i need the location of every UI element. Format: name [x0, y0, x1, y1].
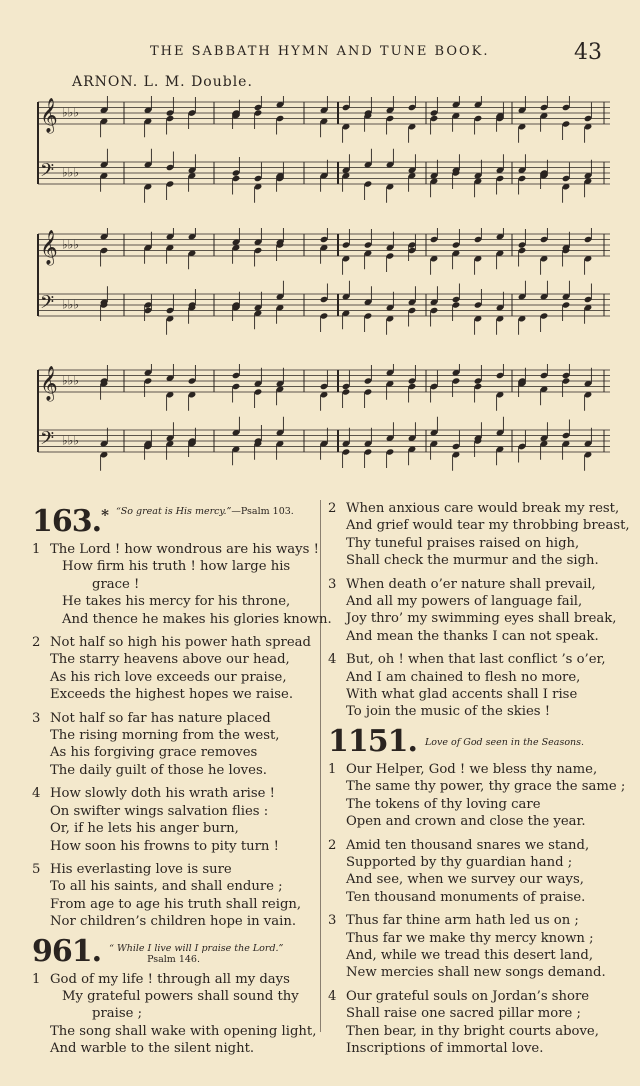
stanza-line: Nor children’s children hope in vain. [50, 914, 297, 930]
music-score-1 [34, 96, 614, 206]
stanza [328, 837, 618, 907]
stanza-line: And thence he makes his glories known. [62, 611, 332, 627]
stanza-line: Thy tuneful praises raised on high, [346, 535, 580, 551]
stanza-line: grace ! [92, 576, 140, 592]
stanza-line: 1 The Lord ! how wondrous are his ways ! [32, 542, 319, 557]
right-column [328, 500, 630, 1063]
stanza [328, 988, 618, 1058]
stanza-line: And all my powers of language fail, [346, 594, 583, 610]
stanza-line: Shall check the murmur and the sigh. [346, 553, 599, 569]
key-signature-icon: ♭♭♭ [62, 237, 79, 252]
stanza [32, 634, 316, 704]
hymn-number: 163.* [32, 504, 108, 539]
treble-clef-icon: 𝄞 [40, 366, 58, 402]
running-head: THE SABBATH HYMN AND TUNE BOOK. [150, 44, 490, 59]
stanza-line: 1 Our Helper, God ! we bless thy name, [328, 761, 598, 777]
stanza [328, 576, 618, 646]
stanza-line: And, while we tread this desert land, [346, 947, 594, 963]
key-signature-icon: ♭♭♭ [62, 165, 79, 180]
bass-clef-icon: 𝄢 [40, 160, 55, 186]
stanza-line: And see, when we survey our ways, [346, 872, 584, 888]
hymn-163-heading [32, 500, 316, 537]
stanza [32, 541, 332, 628]
music-score-3 [34, 364, 614, 474]
stanza [32, 710, 316, 780]
hymn-961-heading [32, 933, 316, 969]
stanza-line: He takes his mercy for his throne, [62, 594, 291, 610]
hymn-number: 1151. [328, 723, 417, 759]
stanza [328, 761, 626, 831]
stanza-line: As his rich love exceeds our praise, [50, 669, 287, 685]
stanza-line: The rising morning from the west, [50, 728, 280, 744]
stanza-line: And I am chained to flesh no more, [346, 669, 581, 685]
key-signature-icon: ♭♭♭ [62, 373, 79, 388]
stanza-line: 2 When anxious care would break my rest, [328, 501, 620, 516]
stanza-line: Shall raise one sacred pillar more ; [346, 1006, 581, 1022]
key-signature-icon: ♭♭♭ [62, 433, 79, 448]
stanza-line: 2 Not half so high his power hath spread [32, 635, 311, 651]
stanza-line: And grief would tear my throbbing breast, [346, 518, 630, 534]
stanza-line: The tokens of thy loving care [346, 796, 541, 812]
hymn-subtitle: Love of God seen in the Seasons. [424, 736, 585, 748]
treble-clef-icon: 𝄞 [40, 98, 58, 134]
stanza-line: And mean the thanks I can not speak. [346, 628, 599, 644]
stanza-line: Joy thro’ my swimming eyes shall break, [346, 611, 617, 627]
stanza-line: 4 How slowly doth his wrath arise ! [32, 786, 275, 802]
stanza-line: Thus far we make thy mercy known ; [346, 930, 594, 946]
stanza-line: From age to age his truth shall reign, [50, 896, 302, 912]
stanza-line: praise ; [92, 1006, 143, 1022]
stanza-line: To all his saints, and shall endure ; [50, 879, 283, 895]
bass-clef-icon: 𝄢 [40, 428, 55, 454]
stanza-line: Or, if he lets his anger burn, [50, 821, 239, 837]
music-system-1 [34, 96, 614, 206]
stanza-line: New mercies shall new songs demand. [346, 965, 606, 981]
stanza [32, 971, 316, 1058]
stanza [328, 651, 618, 721]
stanza [32, 861, 316, 931]
stanza-line: 4 Our grateful souls on Jordan’s shore [328, 988, 590, 1004]
stanza-line: 4 But, oh ! when that last conflict ’s o’er, [328, 652, 606, 668]
column-divider [320, 500, 321, 1032]
stanza-line: Exceeds the highest hopes we raise. [50, 687, 294, 703]
stanza [328, 500, 630, 570]
stanza-line: With what glad accents shall I rise [346, 687, 578, 703]
hymn-number: 961. [32, 933, 102, 969]
stanza-line: On swifter wings salvation flies : [50, 803, 269, 819]
stanza-line: And warble to the silent night. [50, 1041, 255, 1057]
hymn-subtitle: “ While I live will I praise the Lord.” Psalm 146. [109, 942, 284, 965]
stanza-line: Open and crown and close the year. [346, 814, 586, 830]
left-column [32, 500, 332, 1064]
stanza-line: 2 Amid ten thousand snares we stand, [328, 837, 590, 853]
stanza-line: To join the music of the skies ! [346, 704, 551, 720]
stanza-line: My grateful powers shall sound thy [62, 988, 299, 1004]
music-score-2 [34, 228, 614, 338]
stanza-line: Then bear, in thy bright courts above, [346, 1023, 599, 1039]
stanza [328, 912, 618, 982]
bass-clef-icon: 𝄢 [40, 292, 55, 318]
stanza-line: The starry heavens above our head, [50, 652, 290, 668]
page-number: 43 [574, 40, 602, 65]
stanza-line: 3 Not half so far has nature placed [32, 710, 271, 726]
stanza-line: 1 God of my life ! through all my days [32, 971, 290, 987]
key-signature-icon: ♭♭♭ [62, 105, 79, 120]
treble-clef-icon: 𝄞 [40, 230, 58, 266]
stanza-line: Inscriptions of immortal love. [346, 1040, 544, 1056]
stanza-line: 5 His everlasting love is sure [32, 861, 232, 877]
stanza [32, 785, 316, 855]
hymn-subtitle: “So great is His mercy.”—Psalm 103. [115, 506, 294, 517]
hymn-1151-heading [328, 723, 618, 759]
music-system-2 [34, 228, 614, 338]
music-system-3 [34, 364, 614, 474]
stanza-line: Ten thousand monuments of praise. [346, 889, 586, 905]
stanza-line: The daily guilt of those he loves. [50, 762, 267, 778]
stanza-line: The song shall wake with opening light, [50, 1023, 317, 1039]
tune-title: ARNON. L. M. Double. [72, 74, 253, 90]
stanza-line: How soon his frowns to pity turn ! [50, 838, 279, 854]
stanza-line: The same thy power, thy grace the same ; [346, 779, 626, 795]
key-signature-icon: ♭♭♭ [62, 297, 79, 312]
stanza-line: As his forgiving grace removes [50, 745, 258, 761]
stanza-line: 3 Thus far thine arm hath led us on ; [328, 913, 579, 929]
stanza-line: How firm his truth ! how large his [62, 559, 291, 575]
stanza-line: 3 When death o’er nature shall prevail, [328, 576, 596, 592]
stanza-line: Supported by thy guardian hand ; [346, 854, 573, 870]
